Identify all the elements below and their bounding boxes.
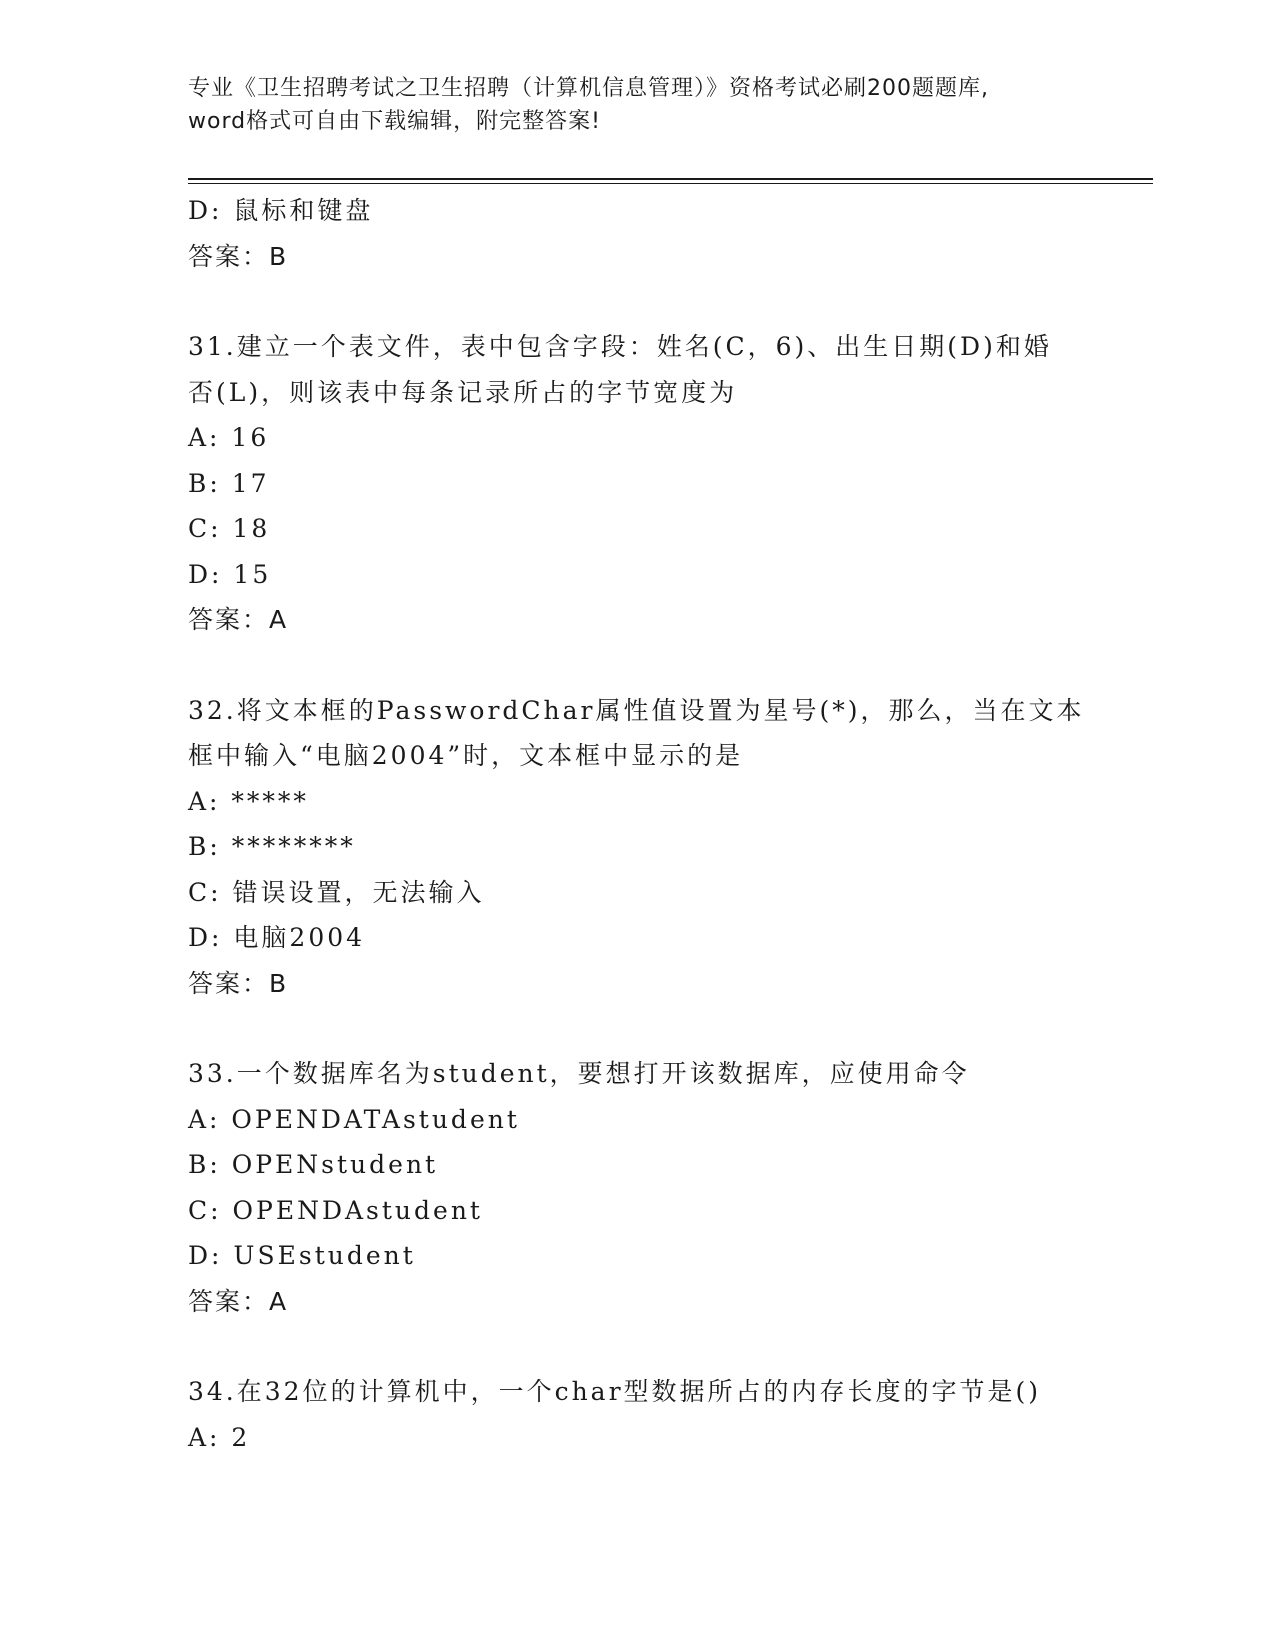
answer-line: 答案：B bbox=[188, 968, 289, 998]
option-d: D: 15 bbox=[188, 559, 272, 589]
previous-question-tail bbox=[188, 188, 1088, 279]
question-stem-line-2: 框中输入“电脑2004”时，文本框中显示的是 bbox=[188, 741, 744, 770]
answer-line: 答案：B bbox=[188, 241, 289, 271]
option-d: D: 鼠标和键盘 bbox=[188, 196, 374, 225]
option-a: A: ***** bbox=[188, 786, 309, 816]
header-divider-thin bbox=[188, 183, 1153, 184]
question-list bbox=[188, 188, 1088, 1460]
option-d: D: USEstudent bbox=[188, 1241, 416, 1270]
question-stem-line-2: 否(L)，则该表中每条记录所占的字节宽度为 bbox=[188, 377, 738, 407]
question-33 bbox=[188, 1051, 1088, 1324]
question-stem-line-1: 34.在32位的计算机中，一个char型数据所占的内存长度的字节是() bbox=[188, 1377, 1042, 1406]
answer-line: 答案：A bbox=[188, 1286, 289, 1316]
option-b: B: ******** bbox=[188, 832, 356, 861]
option-b: B: 17 bbox=[188, 468, 270, 498]
option-a: A: OPENDATAstudent bbox=[188, 1104, 520, 1134]
header-line-1: 专业《卫生招聘考试之卫生招聘（计算机信息管理）》资格考试必刷200题题库, bbox=[188, 76, 989, 101]
question-31 bbox=[188, 324, 1088, 643]
header-line-2: word格式可自由下载编辑，附完整答案! bbox=[188, 109, 601, 134]
option-d: D: 电脑2004 bbox=[188, 923, 366, 952]
answer-line: 答案：A bbox=[188, 605, 289, 634]
question-34 bbox=[188, 1369, 1088, 1460]
option-a: A: 16 bbox=[188, 423, 270, 452]
option-a: A: 2 bbox=[188, 1422, 251, 1452]
option-c: C: 错误设置，无法输入 bbox=[188, 877, 485, 907]
option-c: C: 18 bbox=[188, 514, 271, 543]
question-stem-line-1: 31.建立一个表文件，表中包含字段：姓名(C，6)、出生日期(D)和婚 bbox=[188, 332, 1052, 361]
document-header bbox=[188, 72, 1088, 138]
header-divider-thick bbox=[188, 178, 1153, 180]
question-stem-line-1: 32.将文本框的PasswordChar属性值设置为星号(*)，那么，当在文本 bbox=[188, 695, 1085, 725]
option-b: B: OPENstudent bbox=[188, 1150, 439, 1179]
question-stem-line-1: 33.一个数据库名为student，要想打开该数据库，应使用命令 bbox=[188, 1059, 970, 1088]
question-32 bbox=[188, 688, 1088, 1007]
option-c: C: OPENDAstudent bbox=[188, 1195, 483, 1225]
